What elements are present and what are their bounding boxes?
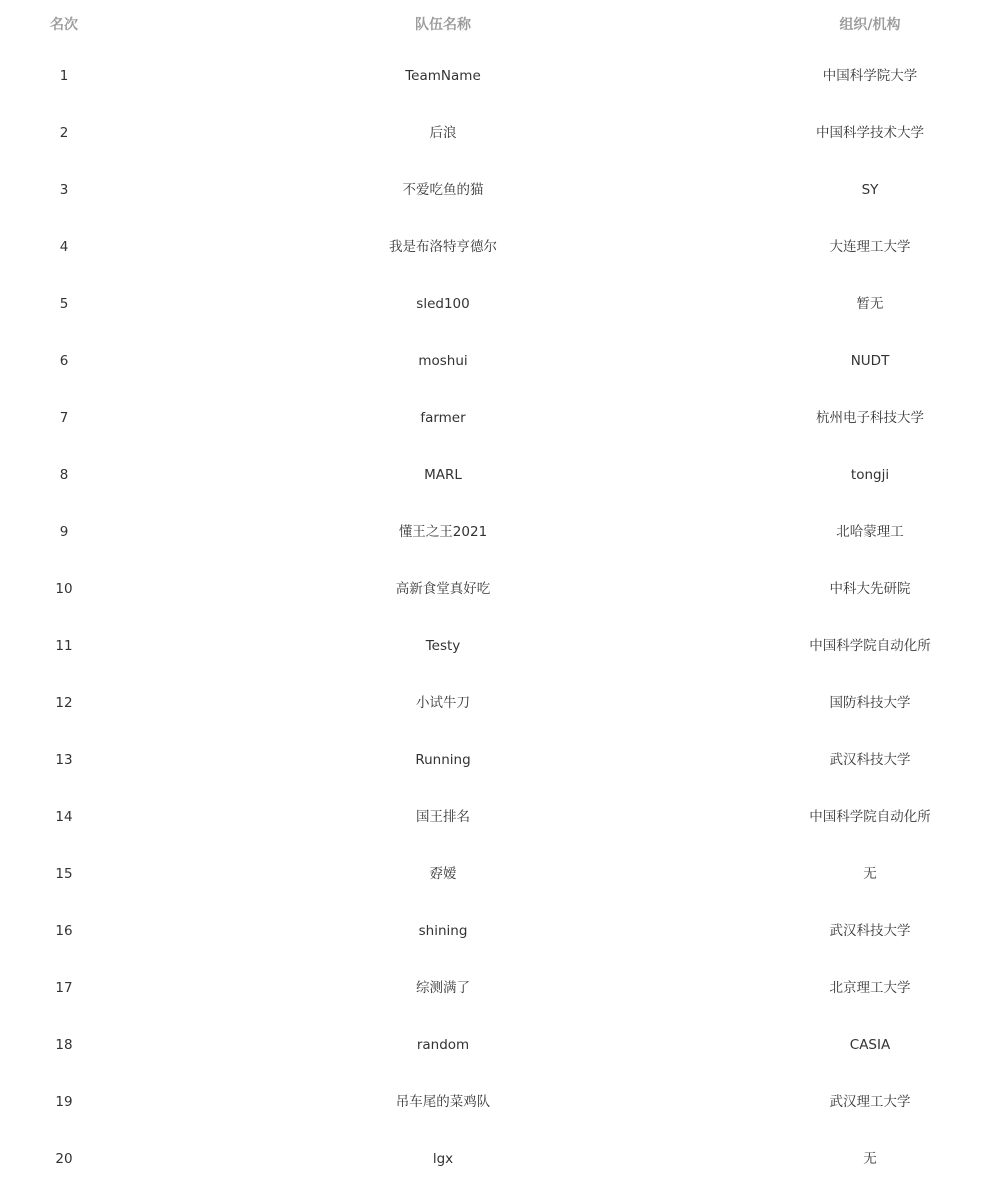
organization-cell: 北京理工大学 — [829, 980, 911, 996]
organization-cell: 大连理工大学 — [829, 239, 911, 255]
organization-cell: NUDT — [850, 353, 890, 369]
rank-cell: 2 — [59, 125, 69, 141]
organization-cell: tongji — [850, 467, 890, 483]
table-row — [0, 1017, 982, 1074]
table-row — [0, 561, 982, 618]
rank-cell: 15 — [55, 866, 73, 882]
table-row — [0, 960, 982, 1017]
table-row — [0, 903, 982, 960]
table-row — [0, 219, 982, 276]
organization-cell: 暂无 — [856, 296, 884, 312]
organization-cell: 武汉科技大学 — [829, 752, 911, 768]
team-name-cell: 我是布洛特亨德尔 — [389, 239, 497, 255]
organization-cell: 无 — [863, 1151, 877, 1167]
team-name-cell: Testy — [425, 638, 461, 654]
organization-cell: 中科大先研院 — [829, 581, 911, 597]
rank-cell: 14 — [55, 809, 73, 825]
rank-cell: 20 — [55, 1151, 73, 1167]
header-rank: 名次 — [50, 17, 78, 33]
table-row — [0, 105, 982, 162]
organization-cell: 武汉科技大学 — [829, 923, 911, 939]
table-row — [0, 618, 982, 675]
team-name-cell: Running — [415, 752, 471, 768]
rank-cell: 19 — [55, 1094, 73, 1110]
team-name-cell: 孬嫒 — [429, 866, 457, 882]
organization-cell: SY — [861, 182, 879, 198]
team-name-cell: MARL — [424, 467, 462, 483]
rank-cell: 18 — [55, 1037, 73, 1053]
team-name-cell: lgx — [432, 1151, 454, 1167]
table-row — [0, 447, 982, 504]
table-row — [0, 675, 982, 732]
organization-cell: 中国科学院自动化所 — [809, 809, 931, 825]
organization-cell: 中国科学院自动化所 — [809, 638, 931, 654]
rank-cell: 4 — [59, 239, 69, 255]
organization-cell: 中国科学院大学 — [822, 68, 918, 84]
organization-cell: 无 — [863, 866, 877, 882]
organization-cell: 杭州电子科技大学 — [816, 410, 924, 426]
rank-cell: 17 — [55, 980, 73, 996]
rank-cell: 3 — [59, 182, 69, 198]
table-row — [0, 504, 982, 561]
table-row — [0, 48, 982, 105]
team-name-cell: 综测满了 — [416, 980, 470, 996]
table-row — [0, 789, 982, 846]
header-team-name: 队伍名称 — [415, 17, 471, 33]
team-name-cell: random — [416, 1037, 470, 1053]
table-row — [0, 162, 982, 219]
table-row — [0, 390, 982, 447]
table-row — [0, 1074, 982, 1131]
team-name-cell: shining — [418, 923, 468, 939]
table-row — [0, 333, 982, 390]
organization-cell: 国防科技大学 — [829, 695, 911, 711]
team-name-cell: 小试牛刀 — [416, 695, 470, 711]
team-name-cell: 懂王之王2021 — [398, 524, 488, 540]
rank-cell: 16 — [55, 923, 73, 939]
organization-cell: CASIA — [849, 1037, 891, 1053]
team-name-cell: farmer — [420, 410, 466, 426]
organization-cell: 中国科学技术大学 — [816, 125, 924, 141]
team-name-cell: 吊车尾的菜鸡队 — [395, 1094, 491, 1110]
rank-cell: 13 — [55, 752, 73, 768]
table-body — [0, 48, 982, 1188]
team-name-cell: TeamName — [405, 68, 481, 84]
team-name-cell: 高新食堂真好吃 — [395, 581, 491, 597]
team-name-cell: moshui — [418, 353, 468, 369]
table-row — [0, 1131, 982, 1188]
rank-cell: 9 — [59, 524, 69, 540]
table-header — [0, 0, 982, 50]
rank-cell: 5 — [59, 296, 69, 312]
table-row — [0, 732, 982, 789]
header-organization: 组织/机构 — [839, 17, 901, 33]
rank-cell: 8 — [59, 467, 69, 483]
team-name-cell: 国王排名 — [416, 809, 470, 825]
rank-cell: 1 — [59, 68, 69, 84]
rank-cell: 6 — [59, 353, 69, 369]
rank-cell: 7 — [59, 410, 69, 426]
organization-cell: 北哈蒙理工 — [836, 524, 904, 540]
rank-cell: 11 — [55, 638, 73, 654]
team-name-cell: 不爱吃鱼的猫 — [402, 182, 484, 198]
organization-cell: 武汉理工大学 — [829, 1094, 911, 1110]
rank-cell: 10 — [55, 581, 73, 597]
table-row — [0, 846, 982, 903]
team-name-cell: 后浪 — [429, 125, 457, 141]
rank-cell: 12 — [55, 695, 73, 711]
table-row — [0, 276, 982, 333]
team-name-cell: sled100 — [416, 296, 470, 312]
